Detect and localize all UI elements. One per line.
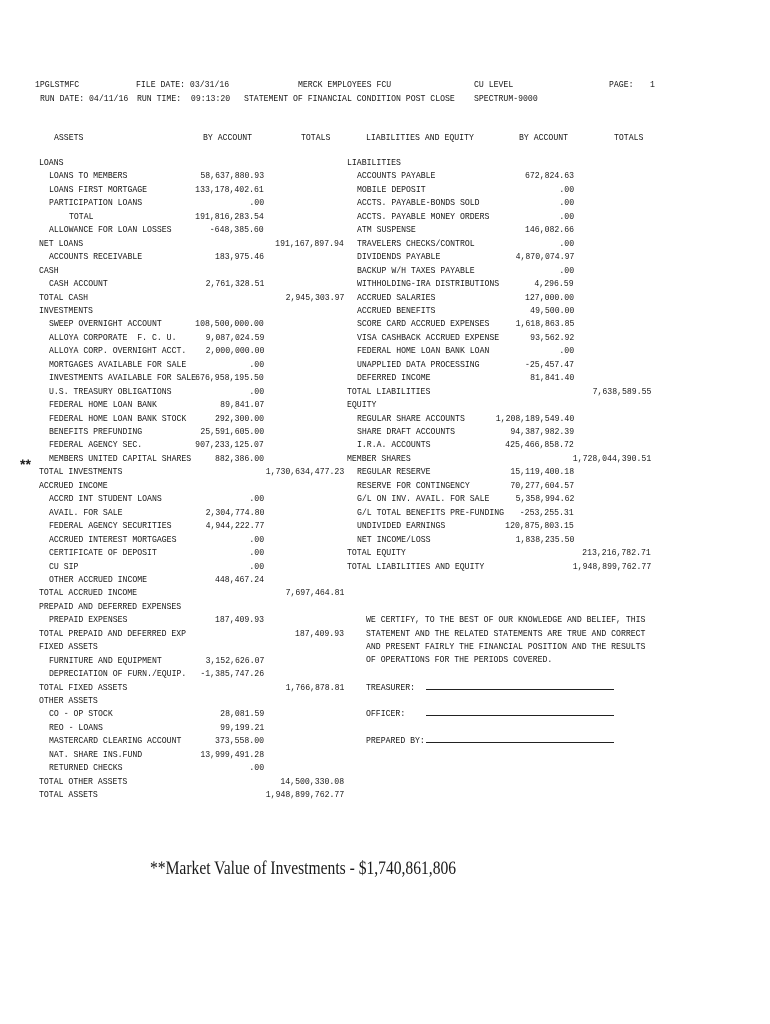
asset-row-total: 14,500,330.08 xyxy=(280,776,344,787)
prepared-by-signature-line xyxy=(426,742,614,743)
liab-row-label: ACCTS. PAYABLE-BONDS SOLD xyxy=(357,197,480,208)
asset-row-account: 882,386.00 xyxy=(214,453,264,464)
liab-row-account: .00 xyxy=(559,211,574,222)
liab-row-label: ATM SUSPENSE xyxy=(357,224,416,235)
liab-row-account: 1,208,189,549.40 xyxy=(495,413,574,424)
asset-row-label: BENEFITS PREFUNDING xyxy=(49,426,143,437)
asset-row-label: PREPAID EXPENSES xyxy=(49,614,128,625)
asset-row-label: FEDERAL AGENCY SEC. xyxy=(49,439,143,450)
asset-row-account: .00 xyxy=(249,561,264,572)
liab-row-account: .00 xyxy=(559,238,574,249)
liab-row-total: 1,728,044,390.51 xyxy=(572,453,651,464)
asset-row-account: .00 xyxy=(249,534,264,545)
asset-row-account: .00 xyxy=(249,547,264,558)
asset-row-account: .00 xyxy=(249,762,264,773)
liab-row-label: SHARE DRAFT ACCOUNTS xyxy=(357,426,456,437)
asset-row-label: LOANS xyxy=(39,157,64,168)
col-totals: TOTALS xyxy=(301,132,331,143)
asset-row-label: CASH ACCOUNT xyxy=(49,278,108,289)
asset-row-label: TOTAL OTHER ASSETS xyxy=(39,776,128,787)
liab-row-account: .00 xyxy=(559,197,574,208)
asset-row-account: 2,761,328.51 xyxy=(205,278,264,289)
institution-name: MERCK EMPLOYEES FCU xyxy=(298,79,392,90)
asset-row-account: -648,385.60 xyxy=(210,224,264,235)
asset-row-label: TOTAL INVESTMENTS xyxy=(39,466,123,477)
liab-row-label: REGULAR RESERVE xyxy=(357,466,431,477)
asset-row-account: 4,944,222.77 xyxy=(205,520,264,531)
asset-row-label: ALLOWANCE FOR LOAN LOSSES xyxy=(49,224,172,235)
liab-row-label: WITHHOLDING-IRA DISTRIBUTIONS xyxy=(357,278,500,289)
asset-row-label: TOTAL ASSETS xyxy=(39,789,98,800)
asset-row-label: LOANS TO MEMBERS xyxy=(49,170,128,181)
asset-row-label: NAT. SHARE INS.FUND xyxy=(49,749,143,760)
liab-row-account: 4,296.59 xyxy=(534,278,574,289)
asset-row-label: CASH xyxy=(39,265,59,276)
asset-row-label: OTHER ASSETS xyxy=(39,695,98,706)
liab-row-total: 213,216,782.71 xyxy=(582,547,651,558)
asset-row-label: CERTIFICATE OF DEPOSIT xyxy=(49,547,157,558)
liab-row-account: 120,875,803.15 xyxy=(505,520,574,531)
asset-row-total: 1,730,634,477.23 xyxy=(265,466,344,477)
treasurer-signature-line xyxy=(426,689,614,690)
asset-row-label: CO - OP STOCK xyxy=(49,708,113,719)
liab-row-label: ACCRUED BENEFITS xyxy=(357,305,436,316)
liab-row-account: 94,387,982.39 xyxy=(510,426,574,437)
asset-row-account: 292,300.00 xyxy=(214,413,264,424)
asset-row-account: .00 xyxy=(249,197,264,208)
liab-row-account: 49,500.00 xyxy=(529,305,574,316)
liab-row-label: RESERVE FOR CONTINGENCY xyxy=(357,480,470,491)
asset-row-label: MORTGAGES AVAILABLE FOR SALE xyxy=(49,359,187,370)
liab-row-account: 70,277,604.57 xyxy=(510,480,574,491)
asset-row-account: 448,467.24 xyxy=(214,574,264,585)
asset-row-label: FEDERAL AGENCY SECURITIES xyxy=(49,520,172,531)
asset-row-label: CU SIP xyxy=(49,561,79,572)
asset-row-label: SWEEP OVERNIGHT ACCOUNT xyxy=(49,318,162,329)
liab-row-label: DEFERRED INCOME xyxy=(357,372,431,383)
officer-label: OFFICER: xyxy=(366,708,406,719)
page-label: PAGE: xyxy=(609,79,634,90)
liab-row-label: I.R.A. ACCOUNTS xyxy=(357,439,431,450)
cu-level: CU LEVEL xyxy=(474,79,514,90)
asset-row-label: FURNITURE AND EQUIPMENT xyxy=(49,655,162,666)
asset-row-label: MASTERCARD CLEARING ACCOUNT xyxy=(49,735,182,746)
liab-row-label: VISA CASHBACK ACCRUED EXPENSE xyxy=(357,332,500,343)
asset-row-account: 9,087,024.59 xyxy=(205,332,264,343)
officer-signature-line xyxy=(426,715,614,716)
asset-row-account: 187,409.93 xyxy=(214,614,264,625)
asset-row-account: 13,999,491.28 xyxy=(200,749,264,760)
system-name: SPECTRUM-9000 xyxy=(474,93,538,104)
asset-row-label: FIXED ASSETS xyxy=(39,641,98,652)
liab-row-label: NET INCOME/LOSS xyxy=(357,534,431,545)
liab-row-account: .00 xyxy=(559,184,574,195)
liab-row-label: G/L TOTAL BENEFITS PRE-FUNDING xyxy=(357,507,505,518)
market-value-marker: ** xyxy=(20,456,31,472)
certification-line-4: OF OPERATIONS FOR THE PERIODS COVERED. xyxy=(366,654,553,665)
asset-row-label: ACCOUNTS RECEIVABLE xyxy=(49,251,143,262)
liab-row-account: 146,082.66 xyxy=(524,224,574,235)
asset-row-account: 3,152,626.07 xyxy=(205,655,264,666)
col-assets: ASSETS xyxy=(54,132,84,143)
asset-row-label: FEDERAL HOME LOAN BANK xyxy=(49,399,157,410)
asset-row-account: .00 xyxy=(249,359,264,370)
asset-row-account: 25,591,605.00 xyxy=(200,426,264,437)
asset-row-account: 191,816,283.54 xyxy=(195,211,264,222)
liab-row-label: ACCOUNTS PAYABLE xyxy=(357,170,436,181)
asset-row-label: ALLOYA CORPORATE F. C. U. xyxy=(49,332,177,343)
certification-line-2: STATEMENT AND THE RELATED STATEMENTS ARE TRUE AND CORRECT xyxy=(366,628,646,639)
report-id: 1PGLSTMFC xyxy=(35,79,80,90)
asset-row-account: 133,178,402.61 xyxy=(195,184,264,195)
liab-row-label: TRAVELERS CHECKS/CONTROL xyxy=(357,238,475,249)
asset-row-label: MEMBERS UNITED CAPITAL SHARES xyxy=(49,453,192,464)
asset-row-label: INVESTMENTS xyxy=(39,305,93,316)
asset-row-label: TOTAL ACCRUED INCOME xyxy=(39,587,138,598)
liab-row-label: MOBILE DEPOSIT xyxy=(357,184,426,195)
file-date: FILE DATE: 03/31/16 xyxy=(136,79,230,90)
asset-row-account: 2,000,000.00 xyxy=(205,345,264,356)
certification-line-1: WE CERTIFY, TO THE BEST OF OUR KNOWLEDGE AND BELIEF, THIS xyxy=(366,614,646,625)
asset-row-account: 183,975.46 xyxy=(214,251,264,262)
asset-row-label: REO - LOANS xyxy=(49,722,103,733)
asset-row-account: 108,500,000.00 xyxy=(195,318,264,329)
asset-row-total: 2,945,303.97 xyxy=(285,292,344,303)
liab-row-total: 7,638,589.55 xyxy=(592,386,651,397)
liab-row-label: REGULAR SHARE ACCOUNTS xyxy=(357,413,465,424)
asset-row-label: DEPRECIATION OF FURN./EQUIP. xyxy=(49,668,187,679)
asset-row-account: .00 xyxy=(249,386,264,397)
liab-row-account: 81,841.40 xyxy=(529,372,574,383)
certification-line-3: AND PRESENT FAIRLY THE FINANCIAL POSITION AND THE RESULTS xyxy=(366,641,646,652)
col-by-account-2: BY ACCOUNT xyxy=(519,132,569,143)
run-time: RUN TIME: 09:13:20 xyxy=(137,93,231,104)
asset-row-label: ACCRD INT STUDENT LOANS xyxy=(49,493,162,504)
asset-row-account: 89,841.07 xyxy=(219,399,264,410)
liab-row-total: 1,948,899,762.77 xyxy=(572,561,651,572)
asset-row-account: .00 xyxy=(249,493,264,504)
liab-row-account: 15,119,400.18 xyxy=(510,466,574,477)
asset-row-label: AVAIL. FOR SALE xyxy=(49,507,123,518)
liab-row-account: .00 xyxy=(559,345,574,356)
asset-row-total: 7,697,464.81 xyxy=(285,587,344,598)
liab-row-label: UNAPPLIED DATA PROCESSING xyxy=(357,359,480,370)
liab-row-label: TOTAL LIABILITIES AND EQUITY xyxy=(347,561,485,572)
asset-row-label: RETURNED CHECKS xyxy=(49,762,123,773)
asset-row-account: 28,081.59 xyxy=(219,708,264,719)
asset-row-label: FEDERAL HOME LOAN BANK STOCK xyxy=(49,413,187,424)
liab-row-label: LIABILITIES xyxy=(347,157,401,168)
liab-row-account: 93,562.92 xyxy=(529,332,574,343)
liab-row-label: TOTAL LIABILITIES xyxy=(347,386,431,397)
liab-row-label: DIVIDENDS PAYABLE xyxy=(357,251,441,262)
col-totals-2: TOTALS xyxy=(614,132,644,143)
asset-row-label: U.S. TREASURY OBLIGATIONS xyxy=(49,386,172,397)
liab-row-label: MEMBER SHARES xyxy=(347,453,411,464)
run-date: RUN DATE: 04/11/16 xyxy=(40,93,129,104)
asset-row-account: 99,199.21 xyxy=(219,722,264,733)
liab-row-account: 4,870,074.97 xyxy=(515,251,574,262)
liab-row-account: 1,838,235.50 xyxy=(515,534,574,545)
liab-row-account: 425,466,858.72 xyxy=(505,439,574,450)
liab-row-account: -25,457.47 xyxy=(524,359,574,370)
asset-row-label: PREPAID AND DEFERRED EXPENSES xyxy=(39,601,182,612)
treasurer-label: TREASURER: xyxy=(366,682,416,693)
asset-row-label: TOTAL PREPAID AND DEFERRED EXP xyxy=(39,628,187,639)
asset-row-label: PARTICIPATION LOANS xyxy=(49,197,143,208)
col-liabilities-equity: LIABILITIES AND EQUITY xyxy=(366,132,474,143)
liab-row-account: 5,358,994.62 xyxy=(515,493,574,504)
asset-row-total: 1,766,878.81 xyxy=(285,682,344,693)
asset-row-account: 676,958,195.50 xyxy=(195,372,264,383)
liab-row-label: G/L ON INV. AVAIL. FOR SALE xyxy=(357,493,490,504)
asset-row-label: TOTAL CASH xyxy=(39,292,89,303)
asset-row-label: TOTAL FIXED ASSETS xyxy=(39,682,128,693)
asset-row-account: 373,558.00 xyxy=(214,735,264,746)
col-by-account: BY ACCOUNT xyxy=(203,132,253,143)
asset-row-account: 58,637,880.93 xyxy=(200,170,264,181)
asset-row-label: ACCRUED INTEREST MORTGAGES xyxy=(49,534,177,545)
liab-row-account: 672,824.63 xyxy=(524,170,574,181)
liab-row-label: UNDIVIDED EARNINGS xyxy=(357,520,446,531)
liab-row-account: -253,255.31 xyxy=(520,507,574,518)
asset-row-label: ALLOYA CORP. OVERNIGHT ACCT. xyxy=(49,345,187,356)
liab-row-label: FEDERAL HOME LOAN BANK LOAN xyxy=(357,345,490,356)
liab-row-label: ACCTS. PAYABLE MONEY ORDERS xyxy=(357,211,490,222)
liab-row-account: 127,000.00 xyxy=(524,292,574,303)
asset-row-label: ACCRUED INCOME xyxy=(39,480,108,491)
asset-row-total: 191,167,897.94 xyxy=(275,238,344,249)
asset-row-total: 187,409.93 xyxy=(294,628,344,639)
asset-row-label: LOANS FIRST MORTGAGE xyxy=(49,184,148,195)
prepared-by-label: PREPARED BY: xyxy=(366,735,425,746)
asset-row-account: 907,233,125.07 xyxy=(195,439,264,450)
liab-row-account: .00 xyxy=(559,265,574,276)
liab-row-label: SCORE CARD ACCRUED EXPENSES xyxy=(357,318,490,329)
liab-row-label: TOTAL EQUITY xyxy=(347,547,406,558)
asset-row-total: 1,948,899,762.77 xyxy=(265,789,344,800)
asset-row-account: 2,304,774.80 xyxy=(205,507,264,518)
market-value-note: **Market Value of Investments - $1,740,861,806 xyxy=(150,858,457,879)
asset-row-label: TOTAL xyxy=(69,211,94,222)
asset-row-account: -1,385,747.26 xyxy=(200,668,264,679)
liab-row-account: 1,618,863.85 xyxy=(515,318,574,329)
asset-row-label: NET LOANS xyxy=(39,238,84,249)
liab-row-label: BACKUP W/H TAXES PAYABLE xyxy=(357,265,475,276)
liab-row-label: ACCRUED SALARIES xyxy=(357,292,436,303)
liab-row-label: EQUITY xyxy=(347,399,377,410)
asset-row-label: INVESTMENTS AVAILABLE FOR SALE xyxy=(49,372,197,383)
asset-row-label: OTHER ACCRUED INCOME xyxy=(49,574,148,585)
page-number: 1 xyxy=(650,79,655,90)
statement-title: STATEMENT OF FINANCIAL CONDITION POST CLOSE xyxy=(244,93,455,104)
